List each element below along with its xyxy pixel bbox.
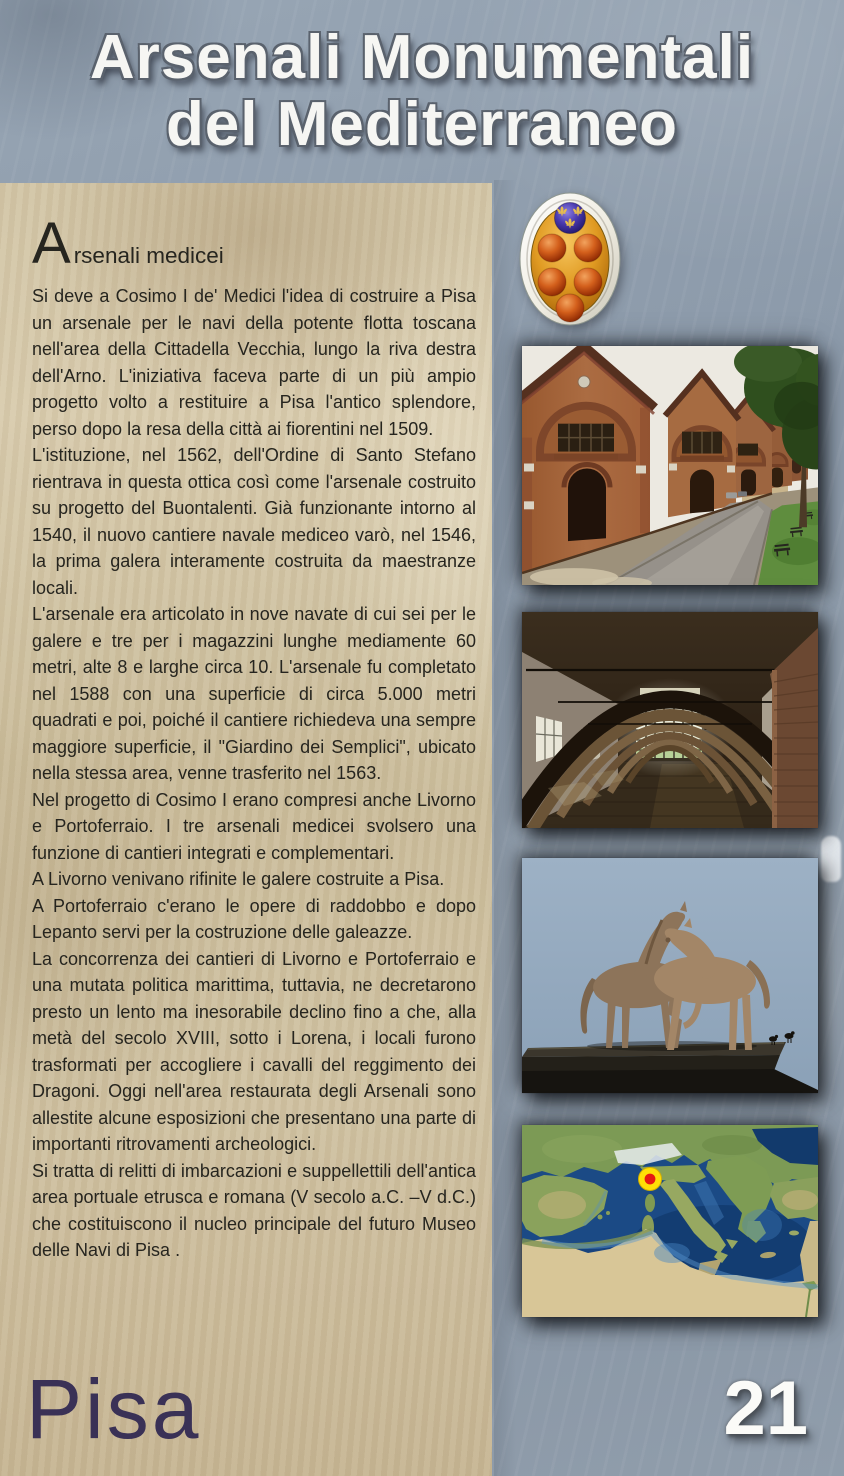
article-paragraph-5: A Livorno venivano rifinite le galere costruite a Pisa. bbox=[32, 869, 445, 889]
article-text bbox=[0, 183, 492, 1264]
title-line-2: del Mediterraneo bbox=[165, 90, 679, 159]
background-paint-mark bbox=[821, 836, 841, 882]
article-paragraph-8: Si tratta di relitti di imbarcazioni e suppellettili dell'antica area portuale etrusca e romana (V secolo a.C. –V d.C.) che costituiscono il nucleo principale del futuro Museo delle Navi di Pisa . bbox=[32, 1160, 476, 1260]
article-paragraph-6: A Portoferraio c'erano le opere di raddobbo e dopo Lepanto servi per la costruzione delle galeazze. bbox=[32, 895, 476, 942]
page-title bbox=[0, 24, 844, 158]
medici-crest bbox=[518, 191, 622, 327]
arsenal-interior-photo bbox=[522, 612, 818, 828]
medici-crest-graphic bbox=[518, 191, 622, 327]
mediterranean-map-graphic bbox=[522, 1125, 818, 1317]
arsenal-exterior-graphic bbox=[522, 346, 818, 585]
article-paragraph-2: L'istituzione, nel 1562, dell'Ordine di Santo Stefano rientrava in questa ottica così come l'arsenale costruito su progetto del Buontalenti. Già funzionante intorno al 1540, il nuovo cantiere navale mediceo varò, nel 1546, la prima galera interamente costruita da maestranze locali. bbox=[32, 445, 476, 598]
arsenal-exterior-photo bbox=[522, 346, 818, 585]
article-paragraph-1: Si deve a Cosimo I de' Medici l'idea di costruire a Pisa un arsenale per le navi della potente flotta toscana nell'area della Cittadella Vecchia, lungo la riva destra dell'Arno. L'iniziativa faceva parte di un più ampio progetto volto a restituire a Pisa l'antico splendore, perso dopo la resa della città ai fiorentini nel 1509. bbox=[32, 286, 476, 439]
heading-dropcap: A bbox=[32, 211, 72, 276]
horse-statues-graphic bbox=[522, 858, 818, 1093]
background-shadow-seam bbox=[494, 180, 516, 1476]
arsenal-interior-graphic bbox=[522, 612, 818, 828]
pisa-map-marker bbox=[639, 1168, 662, 1191]
text-panel bbox=[0, 183, 492, 1476]
page-number: 21 bbox=[723, 1366, 808, 1451]
article-paragraph-3: L'arsenale era articolato in nove navate di cui sei per le galere e tre per i magazzini lunghe mediamente 60 metri, alte 8 e larghe circa 10. L'arsenale fu completato nel 1588 con una superficie di circa 5.000 metri quadrati e poi, poiché il cantiere richiedeva una sempre maggiore superficie, il "Giardino dei Semplici", ubicato nella stessa area, venne trasferito nel 1563. bbox=[32, 604, 476, 783]
article-heading bbox=[32, 211, 476, 280]
article-paragraph-4: Nel progetto di Cosimo I erano compresi anche Livorno e Portoferraio. I tre arsenali medicei svolsero una funzione di cantieri integrati e complementari. bbox=[32, 789, 476, 863]
heading-text: rsenali medicei bbox=[73, 243, 224, 268]
article-paragraph-7: La concorrenza dei cantieri di Livorno e Portoferraio e una mutata politica marittima, tuttavia, ne decretarono presto un lento ma inesorabile declino fino a che, alla metà del secolo XVIII, sotto i Lorena, i locali furono trasformati per accogliere i cavalli del reggimento dei Dragoni. Oggi nell'area restaurata degli Arsenali sono allestite alcune esposizioni che presentano una parte di importanti ritrovamenti archeologici. bbox=[32, 948, 476, 1154]
place-label: Pisa bbox=[26, 1362, 202, 1456]
title-line-1: Arsenali Monumentali bbox=[89, 23, 755, 92]
mediterranean-map-photo bbox=[522, 1125, 818, 1317]
horse-statues-photo bbox=[522, 858, 818, 1093]
